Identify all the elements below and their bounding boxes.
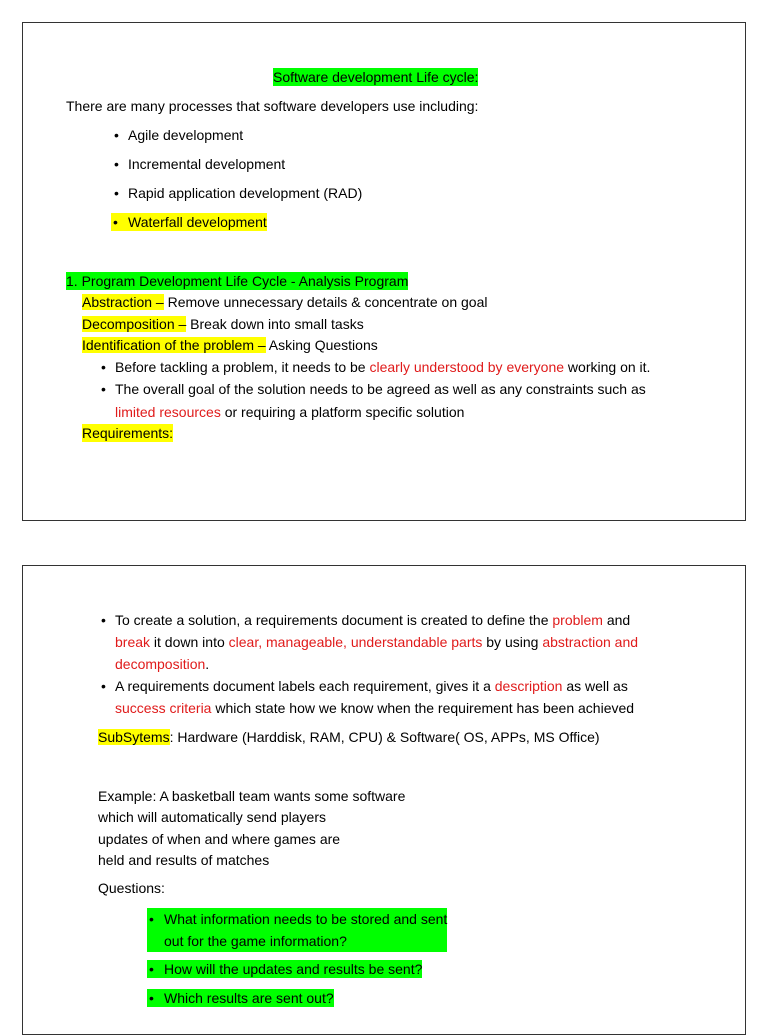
req-bullet-1-line3: decomposition. — [115, 656, 210, 672]
bullet-goal: • The overall goal of the solution needs to be agreed as well as any constraints such as — [115, 380, 646, 398]
bullet-goal-continued: limited resources or requiring a platform specific solution — [115, 404, 465, 420]
questions-label: Questions: — [98, 880, 165, 896]
bullet-understood: • Before tackling a problem, it needs to be clearly understood by everyone working on it. — [115, 358, 650, 376]
question-item: • What information needs to be stored and sent out for the game information? — [147, 908, 447, 952]
example-line: held and results of matches — [98, 852, 270, 868]
req-bullet-2-line2: success criteria which state how we know when the requirement has been achieved — [115, 700, 635, 716]
decomposition-line: Decomposition – Break down into small tasks — [82, 316, 364, 332]
bullet-icon: • — [113, 214, 118, 230]
intro-text: There are many processes that software developers use including: — [66, 98, 479, 114]
bullet-icon: • — [149, 961, 154, 977]
question-item: • Which results are sent out? — [149, 990, 334, 1006]
subsystems-line: SubSytems: Hardware (Harddisk, RAM, CPU) & Software( OS, APPs, MS Office) — [98, 729, 600, 745]
question-item: • How will the updates and results be sent? — [149, 961, 423, 977]
list-item: • Rapid application development (RAD) — [128, 184, 362, 202]
example-line: which will automatically send players — [98, 809, 326, 825]
req-bullet-1-line1: • To create a solution, a requirements document is created to define the problem and — [115, 611, 630, 629]
req-bullet-2-line1: • A requirements document labels each requirement, gives it a description as well as — [115, 677, 628, 695]
list-item-highlighted: • Waterfall development — [113, 214, 267, 230]
list-item: • Agile development — [128, 126, 243, 144]
requirements-label: Requirements: — [82, 425, 174, 441]
example-line: Example: A basketball team wants some software — [98, 788, 406, 804]
bullet-icon: • — [149, 911, 154, 927]
identification-line: Identification of the problem – Asking Questions — [82, 337, 378, 353]
req-bullet-1-line2: break it down into clear, manageable, understandable parts by using abstraction and — [115, 634, 639, 650]
list-item: • Incremental development — [128, 155, 285, 173]
slide-title: Software development Life cycle: — [273, 69, 479, 85]
slide-2 — [22, 565, 746, 1035]
slide-1 — [22, 22, 746, 521]
bullet-icon: • — [149, 990, 154, 1006]
example-line: updates of when and where games are — [98, 831, 341, 847]
section-heading: 1. Program Development Life Cycle - Analysis Program — [66, 273, 409, 289]
abstraction-line: Abstraction – Remove unnecessary details & concentrate on goal — [82, 294, 488, 310]
